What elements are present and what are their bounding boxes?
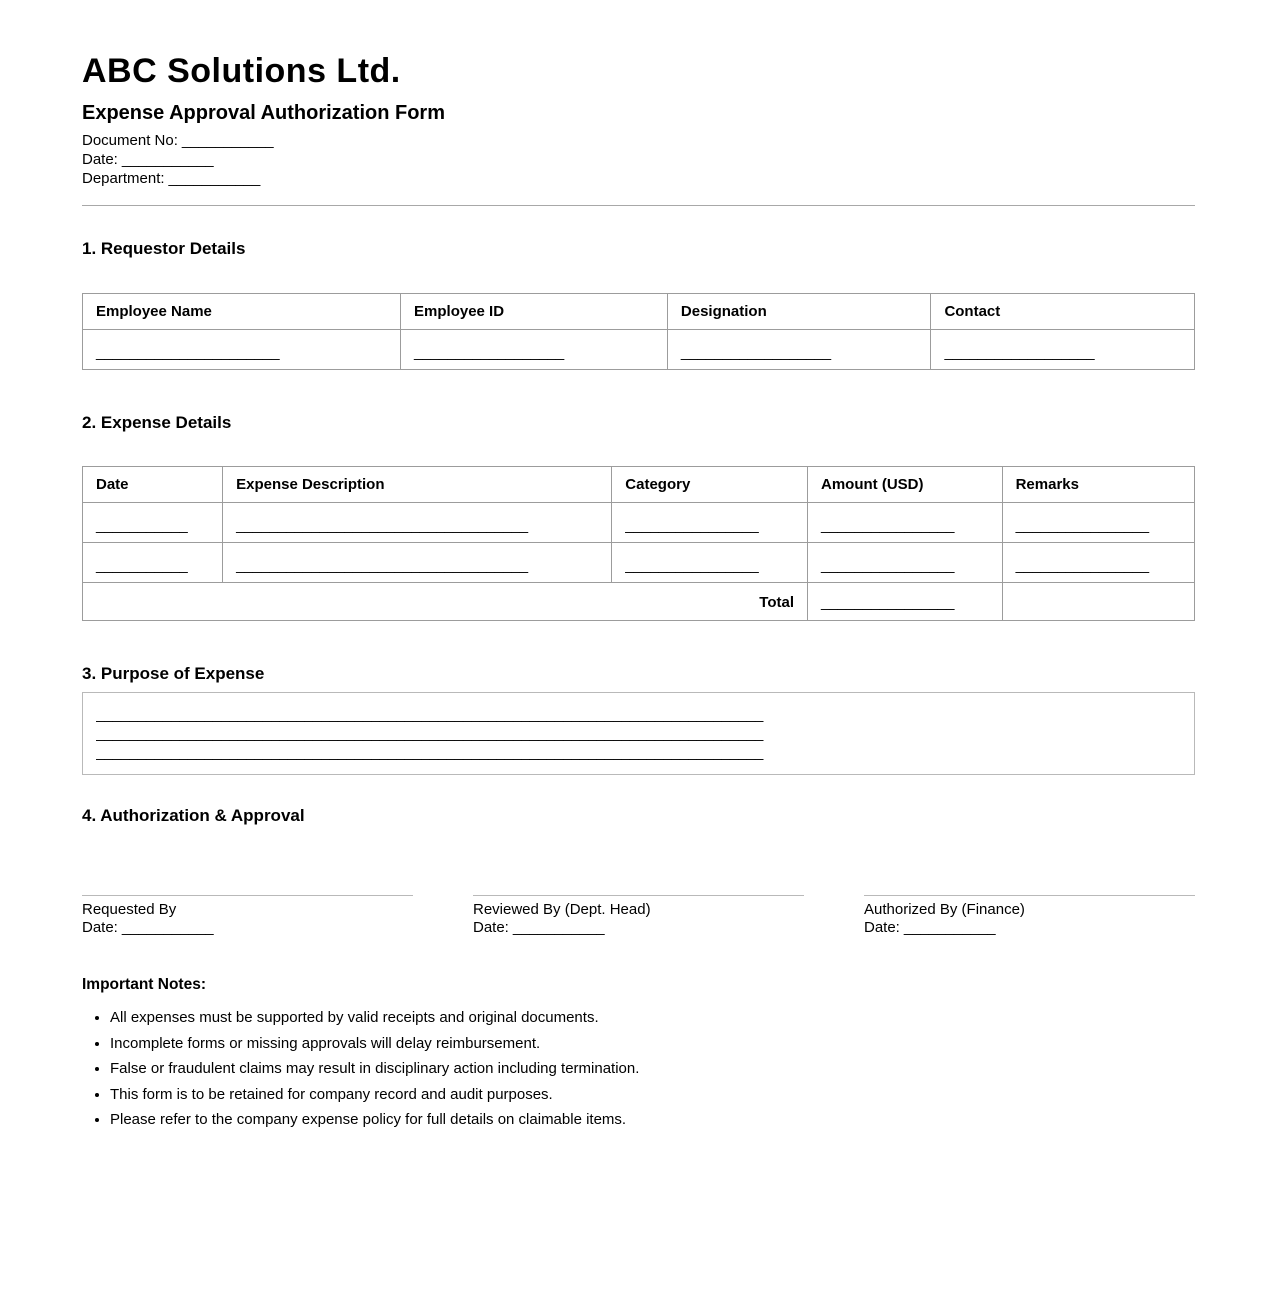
expense-remarks-cell [1002,542,1194,582]
expense-remarks-blank[interactable]: ________________ [1015,556,1150,574]
col-remarks: Remarks [1002,466,1194,502]
form-meta [82,132,1195,188]
note-item: • This form is to be retained for company record and audit purposes. [110,1086,1195,1104]
expense-row-1 [83,502,1195,542]
section-important-notes [82,976,1195,1129]
col-contact: Contact [931,293,1195,329]
contact-blank[interactable]: __________________ [944,343,1095,361]
signature-date-line [473,919,804,938]
signature-date-blank[interactable]: ___________ [903,919,996,937]
employee-id-blank[interactable]: __________________ [414,343,565,361]
department-blank[interactable]: ___________ [168,169,261,187]
expense-date-cell [83,502,223,542]
expense-description-cell [223,542,612,582]
signature-block-reviewed-by [473,895,804,938]
note-item: • All expenses must be supported by valid receipts and original documents. [110,1009,1195,1027]
note-item: • Incomplete forms or missing approvals will delay reimbursement. [110,1035,1195,1053]
signature-date-line [82,919,413,938]
col-date: Date [83,466,223,502]
document-no-label: Document No: [82,132,178,150]
signature-date-blank[interactable]: ___________ [121,919,214,937]
expense-date-cell [83,542,223,582]
requestor-input-row [83,329,1195,369]
section-requestor-details [82,239,1195,369]
expense-total-row [83,582,1195,620]
expense-description-cell [223,502,612,542]
authorization-section-title: 4. Authorization & Approval [82,806,305,826]
purpose-line-1[interactable]: ________________________________________________________________________________ [96,706,764,724]
note-item: • Please refer to the company expense policy for full details on claimable items. [110,1111,1195,1129]
expense-category-cell [612,542,808,582]
requestor-table [82,293,1195,370]
section-expense-details [82,413,1195,621]
section-authorization-approval [82,806,1195,937]
designation-cell [667,329,931,369]
signature-date-label: Date: [864,919,900,937]
notes-list [82,1009,1195,1129]
expense-remarks-cell [1002,502,1194,542]
expense-amount-cell [808,502,1003,542]
expense-category-blank[interactable]: ________________ [625,516,759,534]
signature-date-line [864,919,1195,938]
signature-date-label: Date: [82,919,118,937]
total-amount-blank[interactable]: ________________ [821,593,955,611]
employee-name-blank[interactable]: ______________________ [96,343,280,361]
expense-remarks-blank[interactable]: ________________ [1015,516,1150,534]
col-employee-name: Employee Name [83,293,401,329]
purpose-text-box[interactable] [82,692,1195,775]
signature-block-authorized-by [864,895,1195,938]
purpose-line-2[interactable]: ________________________________________________________________________________ [96,724,764,742]
expense-table [82,466,1195,621]
notes-title: Important Notes: [82,975,206,993]
company-name: ABC Solutions Ltd. [82,52,401,90]
col-category: Category [612,466,808,502]
requestor-header-row [83,293,1195,329]
expense-date-blank[interactable]: ___________ [96,516,188,534]
expense-description-blank[interactable]: ___________________________________ [236,556,529,574]
department-label: Department: [82,169,165,187]
expense-amount-blank[interactable]: ________________ [821,556,955,574]
designation-blank[interactable]: __________________ [680,343,832,361]
employee-id-cell [401,329,668,369]
date-label: Date: [82,150,118,168]
expense-form-page [82,0,1195,1129]
header-divider [82,205,1195,206]
col-designation: Designation [667,293,931,329]
expense-header-row [83,466,1195,502]
section-purpose-of-expense [82,664,1195,775]
signature-blocks [82,895,1195,938]
expense-category-blank[interactable]: ________________ [625,556,759,574]
col-amount-usd: Amount (USD) [808,466,1003,502]
contact-cell [931,329,1195,369]
expense-row-2 [83,542,1195,582]
department-line [82,170,1195,189]
signature-block-requested-by [82,895,413,938]
requestor-section-title: 1. Requestor Details [82,239,246,259]
col-expense-description: Expense Description [223,466,612,502]
purpose-line-3[interactable]: ________________________________________________________________________________ [96,743,764,761]
note-item: • False or fraudulent claims may result in disciplinary action including termination. [110,1060,1195,1078]
expense-amount-cell [808,542,1003,582]
total-remarks-cell [1002,582,1194,620]
signature-date-label: Date: [473,919,509,937]
document-no-line [82,132,1195,151]
document-no-blank[interactable]: ___________ [181,132,274,150]
date-line [82,151,1195,170]
total-label: Total [83,582,808,620]
expense-amount-blank[interactable]: ________________ [821,516,955,534]
form-title: Expense Approval Authorization Form [82,102,445,125]
total-amount-cell [808,582,1003,620]
employee-name-cell [83,329,401,369]
signature-role-label: Requested By [82,900,177,918]
date-blank[interactable]: ___________ [121,150,214,168]
expense-category-cell [612,502,808,542]
form-header [82,52,1195,206]
signature-role-label: Reviewed By (Dept. Head) [473,900,651,918]
purpose-section-title: 3. Purpose of Expense [82,663,265,683]
signature-date-blank[interactable]: ___________ [512,919,605,937]
col-employee-id: Employee ID [401,293,668,329]
expense-section-title: 2. Expense Details [82,412,232,432]
expense-date-blank[interactable]: ___________ [96,556,188,574]
signature-role-label: Authorized By (Finance) [864,900,1025,918]
expense-description-blank[interactable]: ___________________________________ [236,516,529,534]
